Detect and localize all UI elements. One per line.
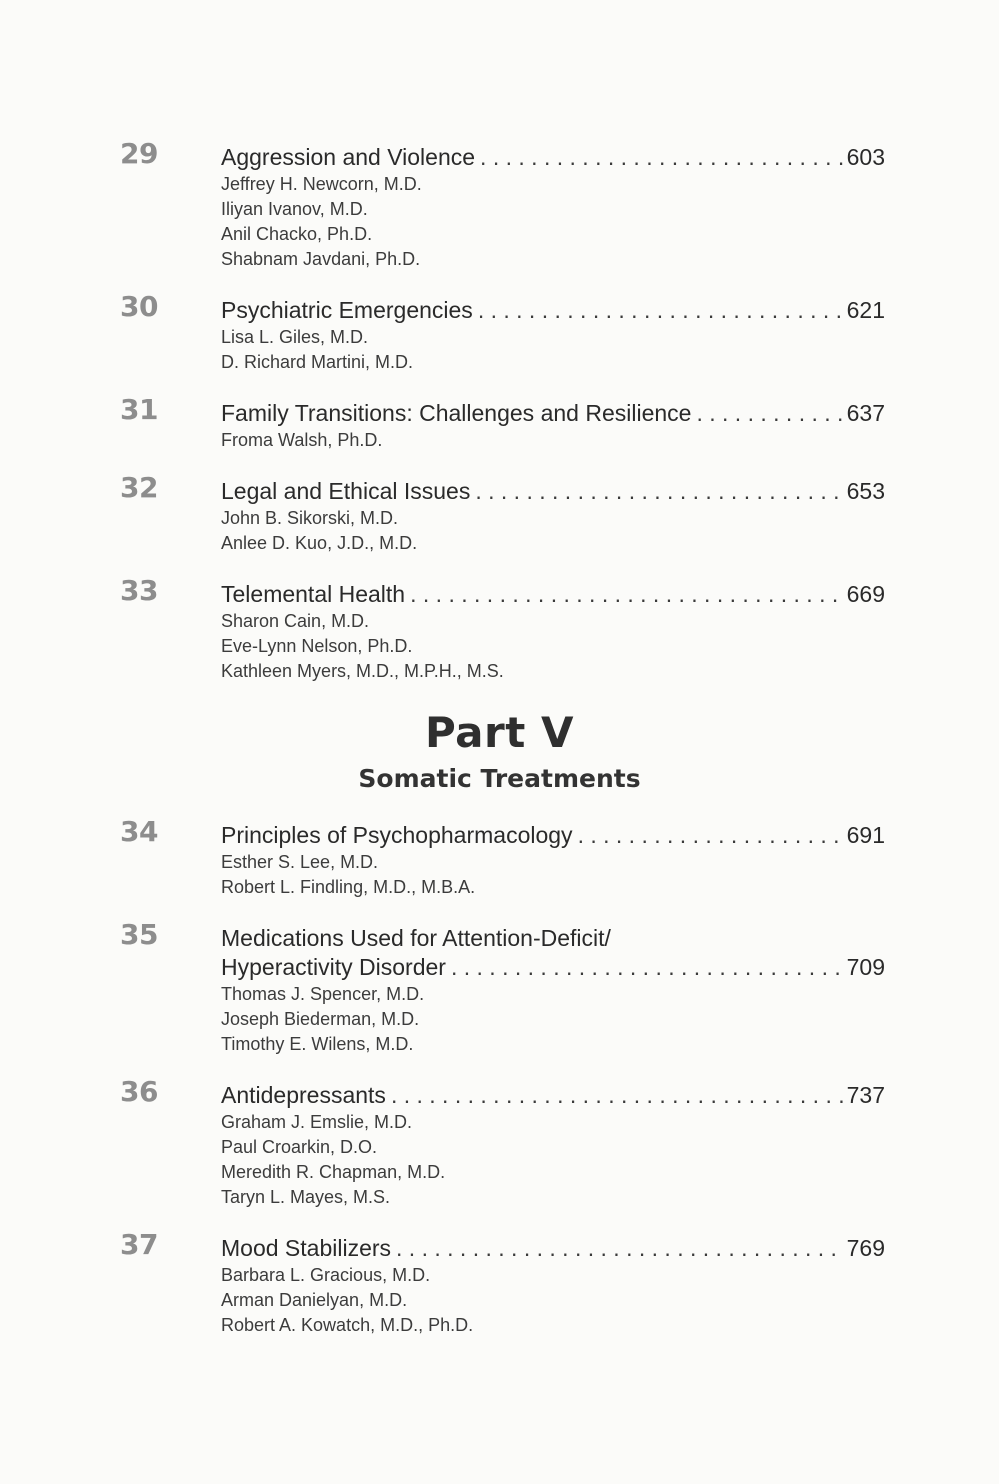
dot-leader [386, 1081, 843, 1110]
author: Paul Croarkin, D.O. [221, 1137, 378, 1157]
author-list [221, 428, 885, 453]
page-number: 653 [846, 478, 885, 504]
chapter-title-line[interactable] [221, 1234, 885, 1263]
chapter-title: Antidepressants [221, 1082, 386, 1108]
chapter-title: Hyperactivity Disorder [221, 954, 446, 980]
author: Robert L. Findling, M.D., M.B.A. [221, 877, 476, 897]
author: Kathleen Myers, M.D., M.P.H., M.S. [221, 661, 504, 681]
dot-leader [475, 143, 843, 172]
author-list [221, 325, 885, 375]
author: Barbara L. Gracious, M.D. [221, 1265, 431, 1285]
author: Shabnam Javdani, Ph.D. [221, 249, 421, 269]
author-list [221, 850, 885, 900]
chapter-title-line[interactable] [221, 821, 885, 850]
author: Froma Walsh, Ph.D. [221, 430, 383, 450]
chapter-number: 33 [120, 574, 158, 607]
chapter-title-line[interactable] [221, 477, 885, 506]
page-number: 709 [846, 954, 885, 980]
author: Anlee D. Kuo, J.D., M.D. [221, 533, 418, 553]
author: Jeffrey H. Newcorn, M.D. [221, 174, 422, 194]
chapter-title-line[interactable] [221, 953, 885, 982]
chapter-title-first-line[interactable]: Medications Used for Attention-Deficit/ [221, 925, 611, 951]
dot-leader [473, 296, 843, 325]
dot-leader [391, 1234, 843, 1263]
page-number: 691 [846, 822, 885, 848]
chapter-title: Telemental Health [221, 581, 406, 607]
author: Robert A. Kowatch, M.D., Ph.D. [221, 1315, 474, 1335]
author: Graham J. Emslie, M.D. [221, 1112, 413, 1132]
chapter-number: 29 [120, 137, 158, 170]
page-number: 621 [846, 297, 885, 323]
author: Esther S. Lee, M.D. [221, 852, 379, 872]
page-number: 669 [846, 581, 885, 607]
chapter-number: 31 [120, 393, 158, 426]
chapter-number: 30 [120, 290, 158, 323]
page-number: 637 [846, 400, 885, 426]
author: Iliyan Ivanov, M.D. [221, 199, 368, 219]
chapter-title-line[interactable] [221, 296, 885, 325]
chapter-title: Psychiatric Emergencies [221, 297, 473, 323]
chapter-title-line[interactable] [221, 399, 885, 428]
part-heading: Part V [425, 708, 574, 757]
dot-leader [573, 821, 843, 850]
author: Sharon Cain, M.D. [221, 611, 370, 631]
dot-leader [446, 953, 843, 982]
author: D. Richard Martini, M.D. [221, 352, 414, 372]
chapter-title: Principles of Psychopharmacology [221, 822, 573, 848]
dot-leader [470, 477, 842, 506]
chapter-title-line[interactable] [221, 580, 885, 609]
author: John B. Sikorski, M.D. [221, 508, 399, 528]
chapter-number: 35 [120, 918, 158, 951]
author: Eve-Lynn Nelson, Ph.D. [221, 636, 413, 656]
chapter-title: Legal and Ethical Issues [221, 478, 471, 504]
author: Timothy E. Wilens, M.D. [221, 1034, 414, 1054]
author-list [221, 506, 885, 556]
author-list [221, 1110, 885, 1210]
chapter-number: 36 [120, 1075, 158, 1108]
page-number: 603 [846, 144, 885, 170]
dot-leader [691, 399, 842, 428]
chapter-title: Family Transitions: Challenges and Resilience [221, 400, 692, 426]
author-list [221, 982, 885, 1057]
chapter-title-line[interactable] [221, 1081, 885, 1110]
chapter-title-line[interactable] [221, 143, 885, 172]
chapter-title: Mood Stabilizers [221, 1235, 392, 1261]
dot-leader [405, 580, 843, 609]
author-list [221, 172, 885, 272]
author: Taryn L. Mayes, M.S. [221, 1187, 391, 1207]
author: Meredith R. Chapman, M.D. [221, 1162, 446, 1182]
page-number: 769 [846, 1235, 885, 1261]
page-number: 737 [846, 1082, 885, 1108]
author-list [221, 609, 885, 684]
chapter-number: 34 [120, 815, 158, 848]
chapter-number: 37 [120, 1228, 158, 1261]
author: Lisa L. Giles, M.D. [221, 327, 369, 347]
chapter-title: Aggression and Violence [221, 144, 476, 170]
author-list [221, 1263, 885, 1338]
part-subheading: Somatic Treatments [358, 764, 641, 793]
author: Joseph Biederman, M.D. [221, 1009, 420, 1029]
chapter-number: 32 [120, 471, 158, 504]
author: Thomas J. Spencer, M.D. [221, 984, 425, 1004]
author: Anil Chacko, Ph.D. [221, 224, 373, 244]
author: Arman Danielyan, M.D. [221, 1290, 408, 1310]
